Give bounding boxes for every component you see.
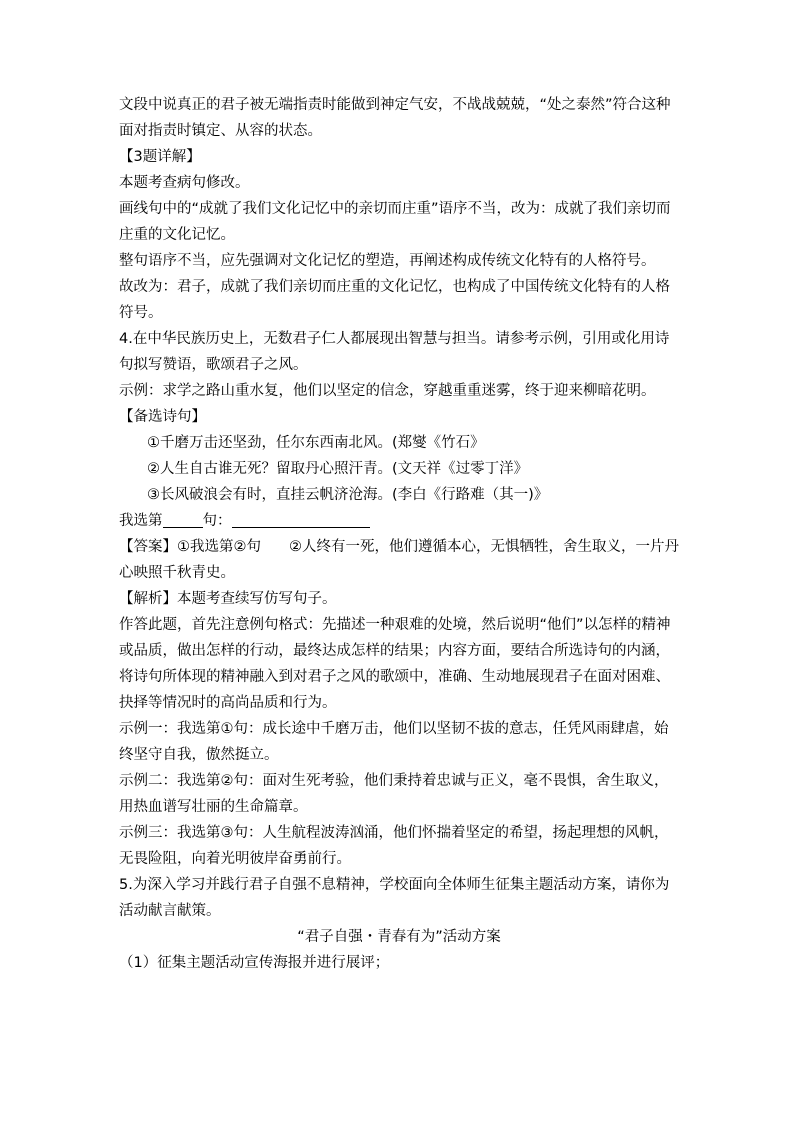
fill-label-a: 我选第 bbox=[119, 513, 163, 529]
analysis-topic: 本题考查续写仿写句子。 bbox=[177, 591, 337, 607]
paragraph-example: 示例：求学之路山重水复，他们以坚定的信念，穿越重重迷雾，终于迎来柳暗花明。 bbox=[119, 383, 656, 399]
fill-in-line bbox=[119, 508, 679, 534]
fill-label-b: 句： bbox=[202, 513, 232, 529]
poem-option-3: ③长风破浪会有时，直挂云帆济沧海。(李白《行路难（其一)》 bbox=[147, 487, 549, 503]
paragraph-q3-topic: 本题考查病句修改。 bbox=[119, 175, 250, 191]
paragraph-q2-conclusion: 文段中说真正的君子被无端指责时能做到神定气安，不战战兢兢，“处之泰然”符合这种面对指责时镇定、从容的状态。 bbox=[119, 97, 671, 139]
sample-answer-3: 示例三：我选第③句：人生航程波涛汹涌，他们怀揣着坚定的希望，扬起理想的风帆，无畏险阻，向着光明彼岸奋勇前行。 bbox=[119, 825, 669, 867]
fill-blank-number[interactable] bbox=[163, 511, 203, 528]
answer-tag: 【答案】 bbox=[119, 539, 177, 555]
paragraph-q3-answer: 故改为：君子，成就了我们亲切而庄重的文化记忆，也构成了中国传统文化特有的人格符号。 bbox=[119, 279, 670, 321]
question-5: 5.为深入学习并践行君子自强不息精神，学校面向全体师生征集主题活动方案，请你为活动献言献策。 bbox=[119, 877, 670, 919]
sample-answer-2: 示例二：我选第②句：面对生死考验，他们秉持着忠诚与正义，毫不畏惧，舍生取义，用热血谱写壮丽的生命篇章。 bbox=[119, 773, 669, 815]
answer-choice: ①我选第②句 bbox=[177, 539, 261, 555]
question-4: 4.在中华民族历史上，无数君子仁人都展现出智慧与担当。请参考示例，引用或化用诗句拟写赞语，歌颂君子之风。 bbox=[119, 331, 670, 373]
analysis-tag: 【解析】 bbox=[119, 591, 177, 607]
poem-option-2: ②人生自古谁无死？留取丹心照汗青。(文天祥《过零丁洋》 bbox=[147, 461, 529, 477]
heading-poem-options: 【备选诗句】 bbox=[119, 409, 206, 425]
answer-text: ②人终有一死，他们遵循本心，无惧牺牲，舍生取义，一片丹心映照千秋青史。 bbox=[119, 539, 679, 581]
fill-blank-sentence[interactable] bbox=[232, 511, 370, 528]
document-page bbox=[119, 92, 679, 976]
paragraph-q3-fix: 画线句中的“成就了我们文化记忆中的亲切而庄重”语序不当，改为：成就了我们亲切而庄重的文化记忆。 bbox=[119, 201, 671, 243]
analysis-method: 作答此题，首先注意例句格式：先描述一种艰难的处境，然后说明“他们”以怎样的精神或品质，做出怎样的行动，最终达成怎样的结果；内容方面，要结合所选诗句的内涵，将诗句所体现的精神融入到对君子之风的歌颂中，准确、生动地展现君子在面对困难、抉择等情况时的高尚品质和行为。 bbox=[119, 617, 671, 711]
poem-option-1: ①千磨万击还坚劲，任尔东西南北风。(郑燮《竹石》 bbox=[147, 435, 485, 451]
heading-q3-detail: 【3题详解】 bbox=[119, 149, 201, 165]
answer-paragraph bbox=[119, 534, 679, 586]
sample-answer-1: 示例一：我选第①句：成长途中千磨万击，他们以坚韧不拔的意志，任凭风雨肆虐，始终坚守自我，傲然挺立。 bbox=[119, 721, 669, 763]
plan-item-1: （1）征集主题活动宣传海报并进行展评； bbox=[119, 955, 390, 971]
paragraph-q3-reason: 整句语序不当，应先强调对文化记忆的塑造，再阐述构成传统文化特有的人格符号。 bbox=[119, 253, 656, 269]
analysis-paragraph bbox=[119, 586, 679, 612]
plan-title: “君子自强・青春有为”活动方案 bbox=[297, 929, 501, 945]
